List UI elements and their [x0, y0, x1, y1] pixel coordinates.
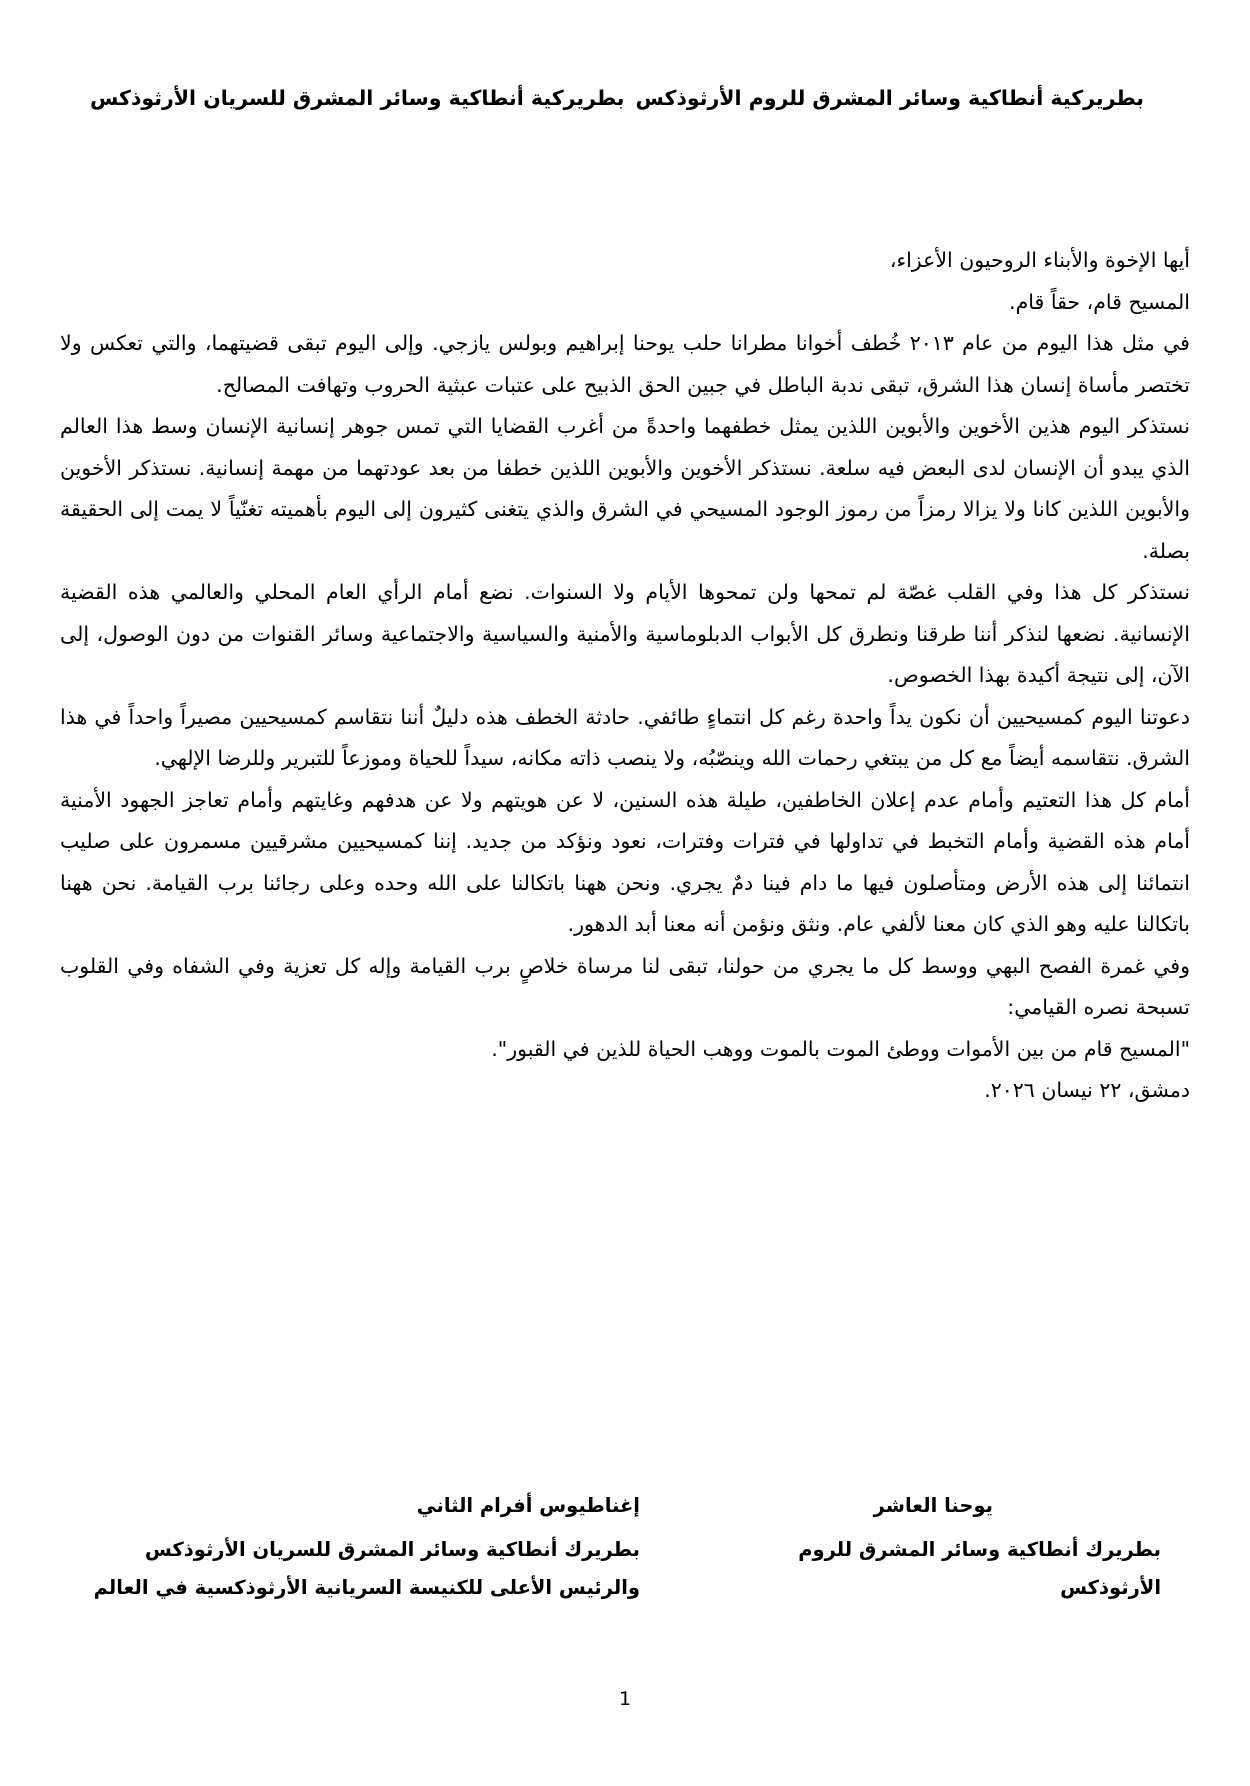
signatory-title: بطريرك أنطاكية وسائر المشرق للروم الأرثوذكس	[798, 1538, 1161, 1599]
paragraph-5: أمام كل هذا التعتيم وأمام عدم إعلان الخاطفين، طيلة هذه السنين، لا عن هويتهم ولا عن هدفهم وغايتهم وأمام تعاجز الجهود الأمنية أمام هذه القضية وأمام التخبط في تداولها في فترات وفترات، نعود ونؤكد من جديد. إننا كمسيحيين مشرقيين مسمرون على صليب انتمائنا إلى هذه الأرض ومتأصلون فيها ما دام فينا دمٌ يجري. ونحن ههنا باتكالنا على الله وحده وعلى رجائنا برب القيامة. نحن ههنا باتكالنا عليه وهو الذي كان معنا لألفي عام. ونثق ونؤمن أنه معنا أبد الدهور.	[60, 787, 1190, 936]
salutation: المسيح قام، حقاً قام.	[1009, 289, 1190, 314]
letterhead-syriac-orthodox: بطريركية أنطاكية وسائر المشرق للسريان الأرثوذكس	[90, 86, 625, 110]
signatory-name: إغناطيوس أفرام الثاني	[416, 1494, 640, 1517]
signatory-title: بطريرك أنطاكية وسائر المشرق للسريان الأرثوذكس والرئيس الأعلى للكنيسة السريانية الأرثوذكسية في العالم	[93, 1538, 640, 1599]
signatory-name: يوحنا العاشر	[873, 1494, 993, 1517]
paragraph-1: في مثل هذا اليوم من عام ٢٠١٣ خُطف أخوانا مطرانا حلب يوحنا إبراهيم وبولس يازجي. وإلى اليوم تبقى قضيتهما، والتي تعكس ولا تختصر مأساة إنسان هذا الشرق، تبقى ندبة الباطل في جبين الحق الذبيح على عتبات عبثية الحروب وتهافت المصالح.	[60, 331, 1190, 397]
letterhead	[0, 86, 1250, 126]
paragraph-6: وفي غمرة الفصح البهي ووسط كل ما يجري من حولنا، تبقى لنا مرساة خلاصٍ برب القيامة وإله كل تعزية وفي الشفاه وفي القلوب تسبحة نصره القيامي:	[60, 953, 1190, 1019]
greeting: أيها الإخوة والأبناء الروحيون الأعزاء،	[889, 248, 1190, 272]
signature-block-syriac-orthodox	[80, 1487, 640, 1607]
letter-body	[60, 240, 1190, 1112]
letterhead-rum-orthodox: بطريركية أنطاكية وسائر المشرق للروم الأرثوذكس	[635, 86, 1144, 110]
paragraph-2: نستذكر اليوم هذين الأخوين والأبوين اللذين يمثل خطفهما واحدةً من أغرب القضايا التي تمس جوهر إنسانية الإنسان وسط هذا العالم الذي يبدو أن الإنسان لدى البعض فيه سلعة. نستذكر الأخوين والأبوين اللذين خطفا من بعد عودتهما من مهمة إنسانية. نستذكر الأخوين والأبوين اللذين كانا ولا يزالا رمزاً من رموز الوجود المسيحي في الشرق والذي يتغنى كثيرون إلى اليوم بأهميته تغنّياً لا يمت إلى الحقيقة بصلة.	[60, 414, 1190, 563]
paragraph-4: دعوتنا اليوم كمسيحيين أن نكون يداً واحدة رغم كل انتماءٍ طائفي. حادثة الخطف هذه دليلٌ أننا نتقاسم كمسيحيين مصيراً واحداً في هذا الشرق. نتقاسمه أيضاً مع كل من يبتغي رحمات الله وينصّبُه، ولا ينصب ذاته مكانه، سيداً للحياة وموزعاً للتبرير وللرضا الإلهي.	[60, 704, 1190, 770]
easter-quote: "المسيح قام من بين الأموات ووطئ الموت بالموت ووهب الحياة للذين في القبور".	[491, 1036, 1190, 1061]
paragraph-3: نستذكر كل هذا وفي القلب غصّة لم تمحها ولن تمحوها الأيام ولا السنوات. نضع أمام الرأي العام المحلي والعالمي هذه القضية الإنسانية. نضعها لنذكر أننا طرقنا ونطرق كل الأبواب الدبلوماسية والأمنية والسياسية والاجتماعية وسائر القنوات من دون الوصول، إلى الآن، إلى نتيجة أكيدة بهذا الخصوص.	[60, 580, 1190, 687]
page-number: 1	[618, 1688, 632, 1710]
date-line: دمشق، ٢٢ نيسان ٢٠٢٦.	[984, 1078, 1190, 1102]
signature-block-rum-orthodox	[691, 1487, 1161, 1607]
